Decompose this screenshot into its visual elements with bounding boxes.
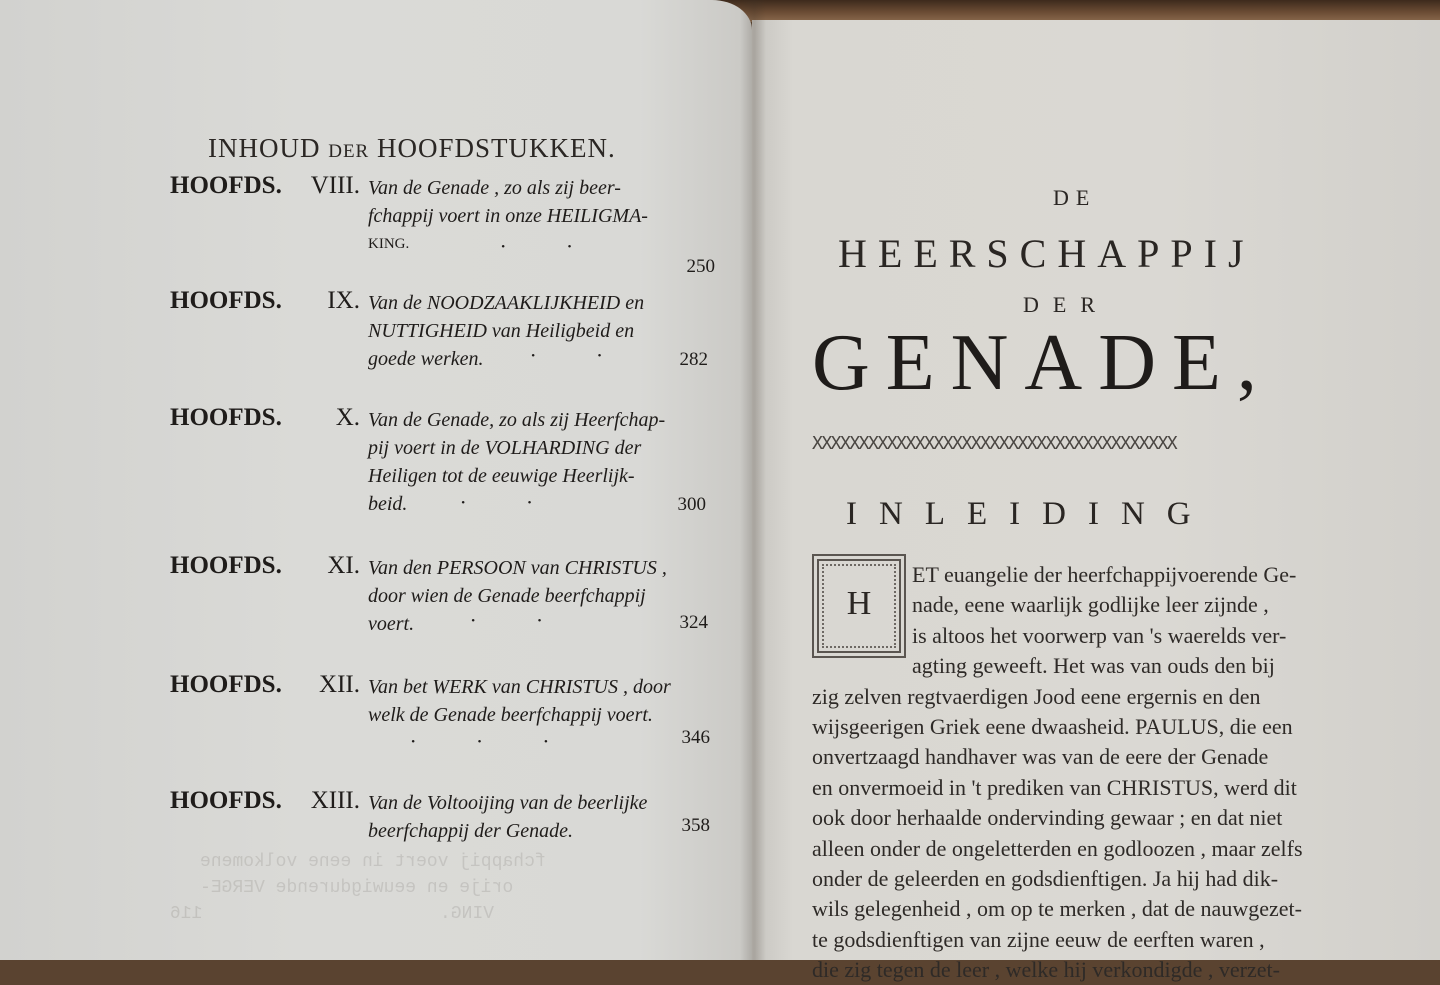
entry-page-number: 250 bbox=[686, 256, 715, 277]
entry-numeral: X. bbox=[335, 404, 360, 431]
body-line: ook door herhaalde ondervinding gewaar ; en dat niet bbox=[812, 805, 1283, 831]
body-text bbox=[812, 560, 1342, 985]
leader-dots: ··· bbox=[410, 729, 610, 753]
body-line: die zig tegen de leer , welke hij verkondigde , verzet- bbox=[812, 957, 1280, 983]
entry-title-line: beid. bbox=[368, 493, 408, 515]
entry-title-line: voert. bbox=[368, 613, 415, 635]
entry-label: HOOFDS. bbox=[170, 787, 282, 814]
entry-title-line: Van den PERSOON van CHRISTUS , bbox=[368, 557, 667, 579]
entry-title-line: Van de Voltooijing van de beerlijke bbox=[368, 792, 648, 814]
entry-numeral: XII. bbox=[319, 671, 360, 698]
drop-cap-letter: H bbox=[846, 585, 872, 622]
body-line: alleen onder de ongeletterden en godloozen , maar zelfs bbox=[812, 835, 1303, 861]
entry-title-line: door wien de Genade beerfchappij bbox=[368, 585, 646, 607]
leader-dots: ·· bbox=[470, 608, 603, 632]
toc-heading-part3: HOOFDSTUKKEN. bbox=[376, 133, 616, 163]
title-line-der: DER bbox=[1023, 292, 1109, 317]
body-line: nade, eene waarlijk godlijke leer zijnde , bbox=[912, 592, 1269, 618]
title-line-heerschappij: HEERSCHAPPIJ bbox=[838, 231, 1255, 276]
entry-title-line: welk de Genade beerfchappij voert. bbox=[368, 704, 653, 726]
entry-label: HOOFDS. bbox=[170, 671, 282, 698]
entry-page-number: 282 bbox=[679, 349, 708, 370]
toc-heading bbox=[208, 133, 678, 164]
title-line-de: DE bbox=[1053, 185, 1097, 210]
body-line: wils gelegenheid , om op te merken , dat de nauwgezet- bbox=[812, 896, 1302, 922]
ornament-rule: XXXXXXXXXXXXXXXXXXXXXXXXXXXXXXXXXXXXXXX bbox=[812, 433, 1177, 453]
entry-title-line: pij voert in de VOLHARDING der bbox=[368, 437, 642, 459]
entry-title-line: fchappij voert in onze HEILIGMA- bbox=[368, 205, 648, 227]
body-line: zig zelven regtvaerdigen Jood eene ergernis en den bbox=[812, 683, 1261, 709]
entry-title-line: Van bet WERK van CHRISTUS , door bbox=[368, 676, 671, 698]
toc-heading-part1: INHOUD bbox=[208, 133, 321, 163]
toc-heading-part2: DER bbox=[328, 141, 370, 162]
body-line: agting geweeft. Het was van ouds den bij bbox=[912, 653, 1275, 679]
entry-page-number: 300 bbox=[677, 494, 706, 515]
toc-entry bbox=[170, 404, 730, 534]
toc-entry bbox=[170, 552, 730, 652]
entry-title-line: Van de NOODZAAKLIJKHEID en bbox=[368, 292, 645, 314]
show-through-text: orije en eeuwigdurende VERGE- bbox=[200, 878, 514, 898]
entry-page-number: 346 bbox=[681, 727, 710, 748]
entry-label: HOOFDS. bbox=[170, 172, 282, 199]
body-line: ET euangelie der heerfchappijvoerende Ge- bbox=[912, 562, 1297, 587]
toc-entry bbox=[170, 671, 730, 761]
entry-title-line: KING. bbox=[368, 236, 410, 252]
entry-numeral: XI. bbox=[327, 552, 360, 579]
leader-dots: ·· bbox=[500, 234, 633, 258]
entry-title bbox=[368, 673, 718, 729]
section-heading-inleiding: INLEIDING bbox=[846, 496, 1213, 532]
entry-numeral: XIII. bbox=[310, 787, 360, 814]
entry-title-line: Heiligen tot de eeuwige Heerlijk- bbox=[368, 465, 635, 487]
entry-numeral: VIII. bbox=[310, 172, 360, 199]
leader-dots: ·· bbox=[530, 343, 663, 367]
show-through-page-number: 116 bbox=[170, 904, 203, 924]
entry-label: HOOFDS. bbox=[170, 552, 282, 579]
entry-title-line: goede werken. bbox=[368, 348, 484, 370]
body-line: onvertzaagd handhaver was van de eere der Genade bbox=[812, 744, 1269, 770]
entry-numeral: IX. bbox=[327, 287, 360, 314]
entry-page-number: 358 bbox=[681, 815, 710, 836]
title-line-genade: GENADE, bbox=[812, 319, 1273, 407]
entry-label: HOOFDS. bbox=[170, 287, 282, 314]
entry-title-line: NUTTIGHEID van Heiligbeid en bbox=[368, 320, 635, 342]
entry-title-line: Van de Genade , zo als zij beer- bbox=[368, 177, 621, 199]
body-line: wijsgeerigen Griek eene dwaasheid. PAULUS, die een bbox=[812, 713, 1293, 739]
entry-title bbox=[368, 789, 718, 845]
show-through-text: fchappij voert in eene volkomene bbox=[200, 852, 546, 872]
leader-dots: ·· bbox=[460, 490, 593, 514]
toc-entry bbox=[170, 287, 730, 387]
entry-page-number: 324 bbox=[679, 612, 708, 633]
body-line: is altoos het voorwerp van 's waerelds ver- bbox=[912, 622, 1287, 648]
entry-title-line: beerfchappij der Genade. bbox=[368, 820, 573, 842]
toc-entry bbox=[170, 172, 730, 282]
body-line: te godsdienftigen van zijne eeuw de eerften waren , bbox=[812, 926, 1265, 952]
show-through-text: VING. bbox=[440, 904, 495, 924]
body-line: en onvermoeid in 't prediken van CHRISTUS, werd dit bbox=[812, 774, 1297, 800]
entry-title-line: Van de Genade, zo als zij Heerfchap- bbox=[368, 409, 666, 431]
body-line: onder de geleerden en godsdienftigen. Ja hij had dik- bbox=[812, 865, 1279, 891]
entry-label: HOOFDS. bbox=[170, 404, 282, 431]
toc-entry bbox=[170, 787, 730, 857]
